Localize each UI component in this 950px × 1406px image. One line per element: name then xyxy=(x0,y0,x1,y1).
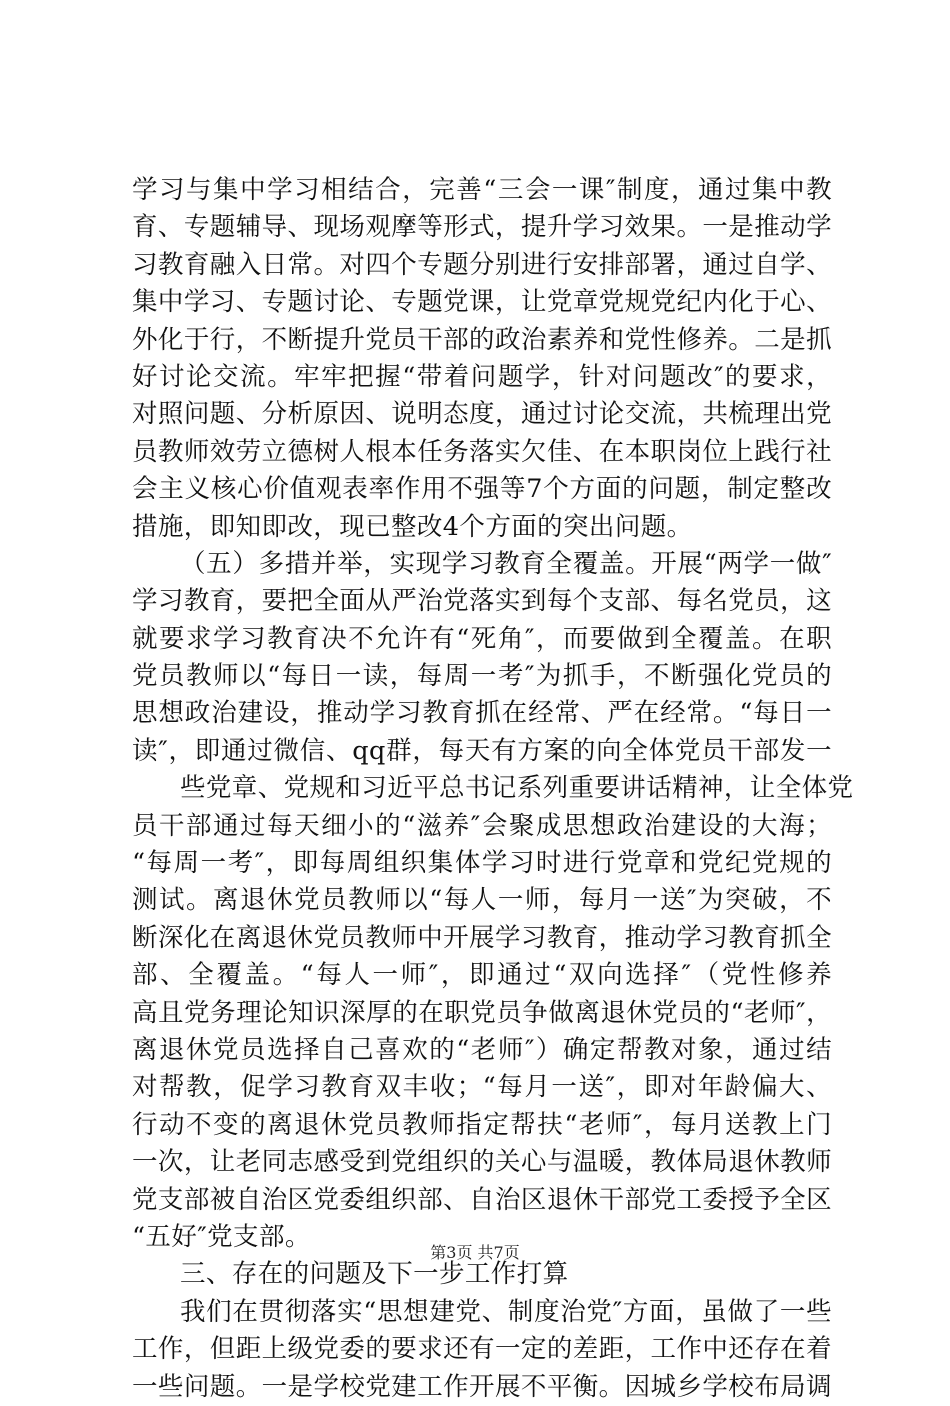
text-line: 学习与集中学习相结合，完善“三会一课″制度，通过集中教 xyxy=(132,175,832,205)
paragraph-start-line: （五）多措并举，实现学习教育全覆盖。开展“两学一做″ xyxy=(180,548,832,579)
text-line: 党支部被自治区党委组织部、自治区退休干部党工委授予全区 xyxy=(132,1184,832,1215)
text-line: 离退休党员选择自己喜欢的“老师″）确定帮教对象，通过结 xyxy=(132,1034,832,1065)
text-line: 读″，即通过微信、qq群，每天有方案的向全体党员干部发一 xyxy=(132,735,832,766)
text-line: “五好″党支部。 xyxy=(132,1221,311,1252)
text-line: 一次，让老同志感受到党组织的关心与温暖，教体局退休教师 xyxy=(132,1147,832,1178)
text-line: “每周一考″，即每周组织集体学习时进行党章和党纪党规的 xyxy=(132,848,832,879)
text-line: 些党章、党规和习近平总书记系列重要讲话精神，让全体党 xyxy=(180,773,854,804)
text-line: 对帮教，促学习教育双丰收；“每月一送″，即对年龄偏大、 xyxy=(132,1072,832,1103)
paragraph-start-line: 我们在贯彻落实“思想建党、制度治党″方面，虽做了一些 xyxy=(180,1296,832,1327)
text-line: 高且党务理论知识深厚的在职党员争做离退休党员的“老师″， xyxy=(132,997,832,1028)
text-line: 学习教育，要把全面从严治党落实到每个支部、每名党员，这 xyxy=(132,586,832,617)
text-line: 就要求学习教育决不允许有“死角″，而要做到全覆盖。在职 xyxy=(132,623,832,654)
text-line: 断深化在离退休党员教师中开展学习教育，推动学习教育抓全 xyxy=(132,922,832,953)
text-line: 工作，但距上级党委的要求还有一定的差距，工作中还存在着 xyxy=(132,1334,832,1365)
text-line: 行动不变的离退休党员教师指定帮扶“老师″，每月送教上门 xyxy=(132,1109,832,1140)
text-line: 测试。离退休党员教师以“每人一师，每月一送″为突破，不 xyxy=(132,885,832,916)
section-heading: 三、存在的问题及下一步工作打算 xyxy=(180,1259,569,1290)
text-line: 党员教师以“每日一读，每周一考″为抓手，不断强化党员的 xyxy=(132,661,832,692)
text-line: 思想政治建设，推动学习教育抓在经常、严在经常。“每日一 xyxy=(132,698,832,729)
page-number-footer: 第3页 共7页 xyxy=(430,1243,520,1262)
text-line: 育、专题辅导、现场观摩等形式，提升学习效果。一是推动学 xyxy=(132,212,832,243)
text-line: 对照问题、分析原因、说明态度，通过讨论交流，共梳理出党 xyxy=(132,399,832,430)
text-line: 外化于行，不断提升党员干部的政治素养和党性修养。二是抓 xyxy=(132,324,832,355)
text-line: 会主义核心价值观表率作用不强等7个方面的问题，制定整改 xyxy=(132,474,832,505)
text-line: 措施，即知即改，现已整改4个方面的突出问题。 xyxy=(132,511,693,542)
text-line: 一些问题。一是学校党建工作开展不平衡。因城乡学校布局调 xyxy=(132,1371,832,1402)
text-line: 部、全覆盖。“每人一师″，即通过“双向选择″（党性修养 xyxy=(132,960,832,991)
text-line: 员干部通过每天细小的“滋养″会聚成思想政治建设的大海； xyxy=(132,810,832,841)
document-body xyxy=(132,172,854,1406)
text-line: 员教师效劳立德树人根本任务落实欠佳、在本职岗位上践行社 xyxy=(132,436,832,467)
text-line: 好讨论交流。牢牢把握“带着问题学，针对问题改″的要求， xyxy=(132,361,832,392)
text-line: 习教育融入日常。对四个专题分别进行安排部署，通过自学、 xyxy=(132,249,832,280)
text-line: 集中学习、专题讨论、专题党课，让党章党规党纪内化于心、 xyxy=(132,287,832,318)
